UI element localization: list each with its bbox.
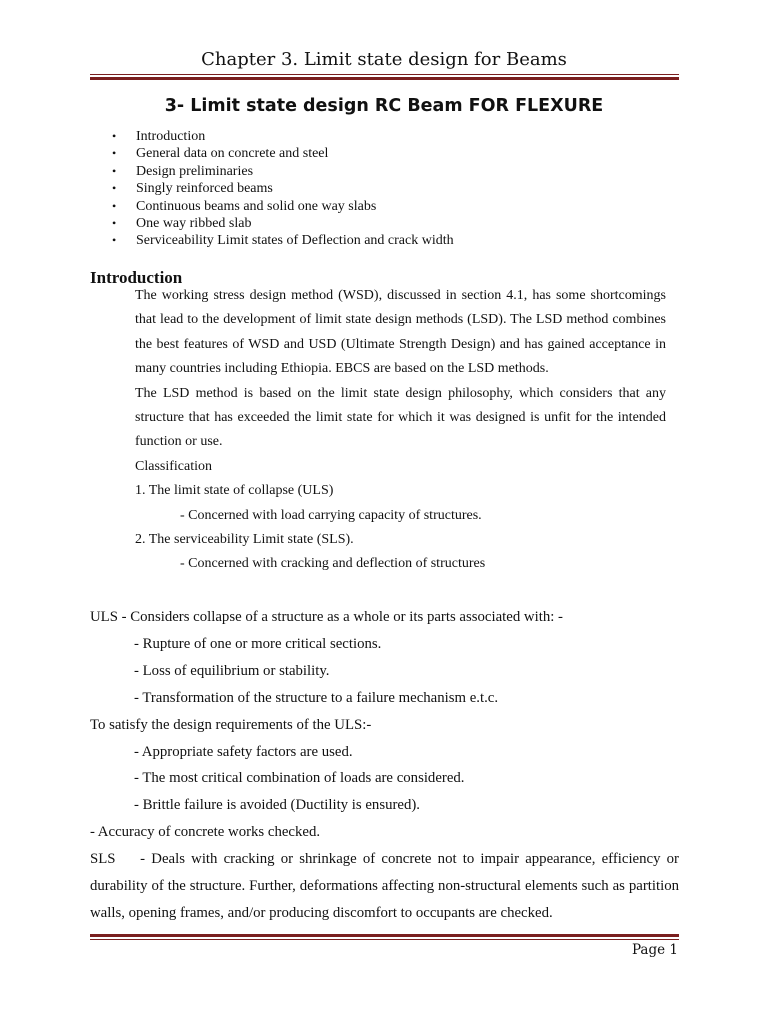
footer-rule-thick [90,934,679,937]
uls-requirements-intro: To satisfy the design requirements of the ULS:- [90,716,372,733]
page-number: Page 1 [631,942,678,958]
intro-paragraph: The LSD method is based on the limit state design philosophy, which considers that any structure that has exceeded the limit state for which it was designed is unfit for the intended function or use. [135,385,666,450]
uls-item: - Rupture of one or more critical sections. [134,635,382,652]
topic-item: • General data on concrete and steel [112,146,329,162]
classification-description: - Concerned with load carrying capacity of structures. [180,507,482,523]
accuracy-note: - Accuracy of concrete works checked. [90,824,321,841]
bullet-icon: • [112,146,117,161]
topic-item: • One way ribbed slab [112,215,252,231]
uls-item: - Loss of equilibrium or stability. [134,662,330,679]
document-title: 3- Limit state design RC Beam FOR FLEXURE [164,96,604,116]
header-rule-thick [90,77,679,80]
classification-item: 2. The serviceability Limit state (SLS). [135,532,354,548]
classification-description: - Concerned with cracking and deflection of structures [180,556,486,572]
topic-item: • Design preliminaries [112,163,254,179]
uls-requirement: - The most critical combination of loads are considered. [134,770,465,787]
sls-paragraph: SLS - Deals with cracking or shrinkage of concrete not to impair appearance, efficiency or durability of the structure. Further, deformations affecting non-structural elements such as partition walls, opening frames, and/or producing discomfort to occupants are checked. [90,851,683,921]
topic-item: • Introduction [112,129,206,144]
intro-block [135,284,666,577]
bullet-icon: • [112,215,117,230]
section-heading: Introduction [90,268,183,287]
uls-requirement: - Brittle failure is avoided (Ductility is ensured). [134,797,420,814]
topic-item: • Singly reinforced beams [112,181,273,197]
topic-item: • Serviceability Limit states of Deflection and crack width [112,233,454,249]
uls-requirement: - Appropriate safety factors are used. [134,743,353,760]
bullet-icon: • [112,198,117,213]
intro-paragraph: The working stress design method (WSD), discussed in section 4.1, has some shortcomings that lead to the development of limit state design methods (LSD). The LSD method combines the best features of WSD and USD (Ultimate Strength Design) and has gained acceptance in many countries including Ethiopia. EBCS are based on the LSD methods. [135,288,666,377]
bullet-icon: • [112,129,117,143]
bullet-icon: • [112,233,117,248]
uls-intro: ULS - Considers collapse of a structure as a whole or its parts associated with: - [90,609,563,625]
bullet-icon: • [112,163,117,178]
classification-label: Classification [135,458,212,474]
bullet-icon: • [112,181,117,196]
classification-item: 1. The limit state of collapse (ULS) [135,483,334,499]
uls-sls-block [90,604,683,927]
topic-list [112,128,454,250]
running-header: Chapter 3. Limit state design for Beams [201,49,567,70]
topic-item: • Continuous beams and solid one way slabs [112,198,377,214]
footer-rule-thin [90,939,679,940]
uls-item: - Transformation of the structure to a failure mechanism e.t.c. [134,689,499,706]
header-rule-thin [90,74,679,75]
